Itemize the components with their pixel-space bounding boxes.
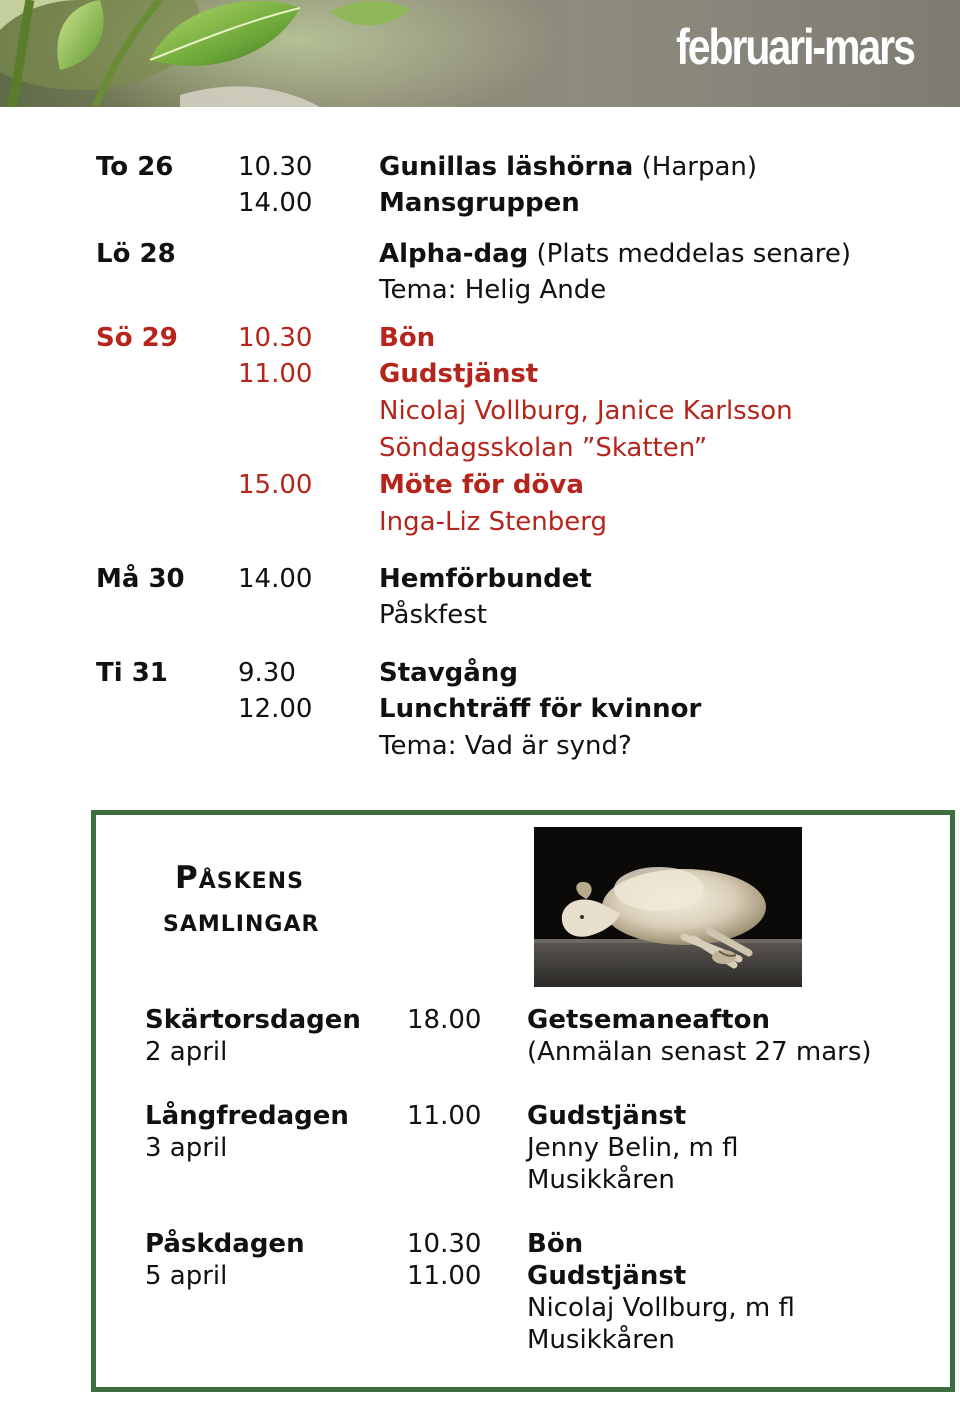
day-label: To 26 xyxy=(96,152,174,182)
event-time: 11.00 xyxy=(238,359,313,389)
easter-event: Gudstjänst xyxy=(527,1101,687,1131)
event-name: Möte för döva xyxy=(379,470,584,500)
event-speakers: Nicolaj Vollburg, Janice Karlsson xyxy=(379,396,793,426)
easter-event: Gudstjänst xyxy=(527,1261,687,1291)
easter-time: 11.00 xyxy=(407,1261,482,1291)
event-speakers: Inga-Liz Stenberg xyxy=(379,507,607,537)
easter-date: 2 april xyxy=(145,1037,228,1067)
event-time: 12.00 xyxy=(238,694,313,724)
event-note: Söndagsskolan ”Skatten” xyxy=(379,433,708,463)
easter-event: Bön xyxy=(527,1229,584,1259)
event-theme: Tema: Helig Ande xyxy=(379,275,607,305)
header-banner xyxy=(0,0,960,107)
easter-music: Musikkåren xyxy=(527,1325,675,1355)
day-label: Ti 31 xyxy=(96,658,168,688)
header-title: februari-mars xyxy=(676,19,914,75)
event-name: Hemförbundet xyxy=(379,564,592,594)
event-name: Alpha-dag xyxy=(379,239,529,269)
event-title xyxy=(379,237,851,271)
event-note: Påskfest xyxy=(379,600,487,630)
event-name: Stavgång xyxy=(379,658,518,688)
day-label: Lö 28 xyxy=(96,239,176,269)
easter-day: Långfredagen xyxy=(145,1101,349,1131)
event-name: Bön xyxy=(379,323,436,353)
event-time: 10.30 xyxy=(238,152,313,182)
event-time: 9.30 xyxy=(238,658,296,688)
event-location: (Plats meddelas senare) xyxy=(528,239,852,269)
day-label: Må 30 xyxy=(96,564,185,594)
easter-event: Getsemaneafton xyxy=(527,1005,770,1035)
event-time: 10.30 xyxy=(238,323,313,353)
event-name: Gudstjänst xyxy=(379,359,539,389)
easter-time: 18.00 xyxy=(407,1005,482,1035)
easter-date: 3 april xyxy=(145,1133,228,1163)
event-title xyxy=(379,150,757,184)
event-time: 15.00 xyxy=(238,470,313,500)
event-time: 14.00 xyxy=(238,188,313,218)
easter-time: 10.30 xyxy=(407,1229,482,1259)
event-name: Lunchträff för kvinnor xyxy=(379,694,702,724)
event-location: (Harpan) xyxy=(633,152,757,182)
day-label: Sö 29 xyxy=(96,323,178,353)
event-theme: Tema: Vad är synd? xyxy=(379,731,632,761)
easter-note: (Anmälan senast 27 mars) xyxy=(527,1037,872,1067)
event-name: Mansgruppen xyxy=(379,188,580,218)
easter-title-line1: Påskens xyxy=(175,860,304,896)
easter-date: 5 april xyxy=(145,1261,228,1291)
easter-speakers: Nicolaj Vollburg, m fl xyxy=(527,1293,795,1323)
easter-music: Musikkåren xyxy=(527,1165,675,1195)
easter-title-line2: samlingar xyxy=(163,903,320,939)
event-name: Gunillas läshörna xyxy=(379,152,634,182)
easter-day: Påskdagen xyxy=(145,1229,305,1259)
event-time: 14.00 xyxy=(238,564,313,594)
easter-day: Skärtorsdagen xyxy=(145,1005,361,1035)
lamb-painting xyxy=(534,827,802,987)
easter-time: 11.00 xyxy=(407,1101,482,1131)
easter-speakers: Jenny Belin, m fl xyxy=(527,1133,739,1163)
